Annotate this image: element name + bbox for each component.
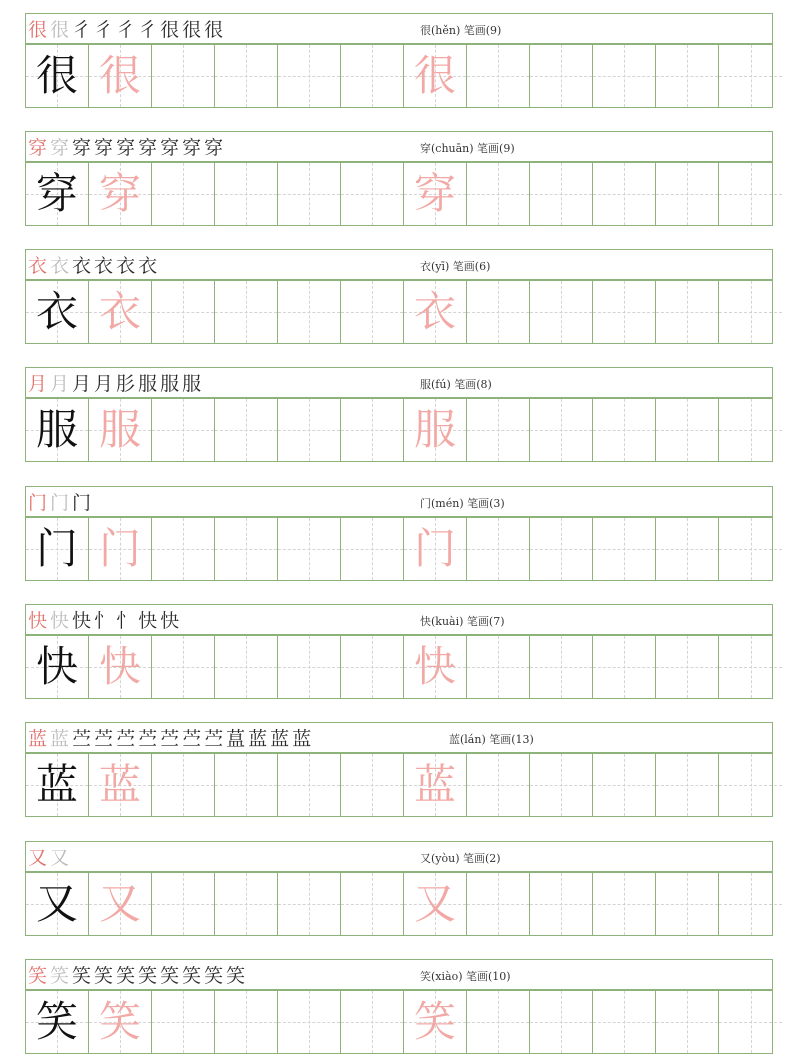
stroke-step: 穿 <box>72 137 95 159</box>
stroke-step: 笑 <box>138 965 161 987</box>
character-info: 又(yòu) 笔画(2) <box>420 852 501 865</box>
trace-character: 很 <box>98 51 141 100</box>
grid-cell[interactable] <box>26 754 89 816</box>
grid-cell[interactable] <box>719 518 782 580</box>
grid-cell[interactable] <box>656 518 719 580</box>
grid-cell[interactable] <box>89 754 152 816</box>
model-character: 又 <box>35 879 78 928</box>
grid-cell[interactable] <box>593 45 656 107</box>
grid-cell[interactable] <box>152 991 215 1053</box>
grid-cell[interactable] <box>404 281 467 343</box>
grid-cell[interactable] <box>530 754 593 816</box>
character-info: 快(kuài) 笔画(7) <box>420 615 505 628</box>
stroke-step: 穿 <box>94 137 117 159</box>
stroke-step: 又 <box>28 847 51 869</box>
grid-cell[interactable] <box>278 163 341 225</box>
trace-character: 又 <box>98 879 141 928</box>
grid-cell[interactable] <box>215 518 278 580</box>
stroke-step: 衣 <box>50 255 73 277</box>
grid-cell[interactable] <box>215 281 278 343</box>
stroke-step: 蓝 <box>270 728 293 750</box>
grid-cell[interactable] <box>341 991 404 1053</box>
grid-cell[interactable] <box>89 636 152 698</box>
stroke-step: 又 <box>50 847 73 869</box>
stroke-step: 笑 <box>116 965 139 987</box>
stroke-step: 彳 <box>94 19 117 41</box>
stroke-order-steps <box>28 842 72 871</box>
stroke-order-strip <box>25 13 773 44</box>
stroke-step: 衣 <box>116 255 139 277</box>
stroke-step: 笑 <box>28 965 51 987</box>
grid-cell[interactable] <box>341 636 404 698</box>
model-character: 很 <box>35 51 78 100</box>
grid-cell[interactable] <box>89 281 152 343</box>
grid-cell[interactable] <box>467 399 530 461</box>
character-info: 服(fú) 笔画(8) <box>420 378 492 391</box>
grid-cell[interactable] <box>404 518 467 580</box>
writing-grid <box>25 398 773 462</box>
stroke-order-steps <box>28 132 226 161</box>
stroke-step: 蒀 <box>226 728 249 750</box>
trace-character: 穿 <box>98 169 141 218</box>
stroke-order-steps <box>28 250 160 279</box>
grid-cell[interactable] <box>530 163 593 225</box>
stroke-step: 穿 <box>204 137 227 159</box>
grid-cell[interactable] <box>656 163 719 225</box>
grid-cell[interactable] <box>278 281 341 343</box>
writing-grid <box>25 517 773 581</box>
character-info: 蓝(lán) 笔画(13) <box>449 733 534 746</box>
trace-character: 衣 <box>98 287 141 336</box>
stroke-step: 月 <box>28 373 51 395</box>
grid-cell[interactable] <box>656 45 719 107</box>
trace-character: 服 <box>98 405 141 454</box>
writing-grid <box>25 753 773 817</box>
stroke-step: 蓝 <box>248 728 271 750</box>
stroke-step: 很 <box>28 19 51 41</box>
stroke-step: 肜 <box>116 373 139 395</box>
stroke-step: 月 <box>50 373 73 395</box>
grid-cell[interactable] <box>404 873 467 935</box>
stroke-order-strip <box>25 131 773 162</box>
stroke-step: 快 <box>72 610 95 632</box>
trace-character: 蓝 <box>98 760 141 809</box>
stroke-step: 苎 <box>138 728 161 750</box>
trace-character: 衣 <box>413 287 456 336</box>
trace-character: 很 <box>413 51 456 100</box>
stroke-step: 笑 <box>72 965 95 987</box>
grid-cell[interactable] <box>278 754 341 816</box>
character-row <box>25 604 773 699</box>
grid-cell[interactable] <box>278 636 341 698</box>
stroke-step: 苎 <box>160 728 183 750</box>
character-row <box>25 486 773 581</box>
stroke-step: 蓝 <box>50 728 73 750</box>
stroke-step: 苎 <box>182 728 205 750</box>
stroke-step: 很 <box>160 19 183 41</box>
stroke-step: 很 <box>182 19 205 41</box>
model-character: 笑 <box>35 997 78 1046</box>
grid-cell[interactable] <box>656 873 719 935</box>
character-row <box>25 367 773 462</box>
grid-cell[interactable] <box>467 45 530 107</box>
stroke-order-steps <box>28 368 204 397</box>
stroke-step: 月 <box>94 373 117 395</box>
grid-cell[interactable] <box>719 991 782 1053</box>
grid-cell[interactable] <box>152 873 215 935</box>
grid-cell[interactable] <box>530 873 593 935</box>
stroke-step: 忄 <box>116 610 139 632</box>
grid-cell[interactable] <box>719 754 782 816</box>
trace-character: 笑 <box>98 997 141 1046</box>
grid-cell[interactable] <box>89 399 152 461</box>
grid-cell[interactable] <box>656 991 719 1053</box>
grid-cell[interactable] <box>467 281 530 343</box>
grid-cell[interactable] <box>656 399 719 461</box>
stroke-step: 衣 <box>28 255 51 277</box>
grid-cell[interactable] <box>341 163 404 225</box>
grid-cell[interactable] <box>467 163 530 225</box>
grid-cell[interactable] <box>152 163 215 225</box>
stroke-step: 衣 <box>138 255 161 277</box>
grid-cell[interactable] <box>719 873 782 935</box>
stroke-step: 快 <box>138 610 161 632</box>
stroke-order-steps <box>28 605 182 634</box>
grid-cell[interactable] <box>152 281 215 343</box>
grid-cell[interactable] <box>593 991 656 1053</box>
grid-cell[interactable] <box>593 163 656 225</box>
character-row <box>25 841 773 936</box>
stroke-step: 笑 <box>226 965 249 987</box>
grid-cell[interactable] <box>404 399 467 461</box>
grid-cell[interactable] <box>152 754 215 816</box>
stroke-order-strip <box>25 249 773 280</box>
stroke-step: 穿 <box>50 137 73 159</box>
model-character: 蓝 <box>35 760 78 809</box>
stroke-step: 穿 <box>160 137 183 159</box>
grid-cell[interactable] <box>215 754 278 816</box>
grid-cell[interactable] <box>152 636 215 698</box>
character-row <box>25 249 773 344</box>
writing-grid <box>25 162 773 226</box>
grid-cell[interactable] <box>341 281 404 343</box>
grid-cell[interactable] <box>278 518 341 580</box>
grid-cell[interactable] <box>719 399 782 461</box>
grid-cell[interactable] <box>719 636 782 698</box>
stroke-step: 苎 <box>94 728 117 750</box>
grid-cell[interactable] <box>341 518 404 580</box>
grid-cell[interactable] <box>404 754 467 816</box>
grid-cell[interactable] <box>404 636 467 698</box>
stroke-order-steps <box>28 723 314 752</box>
stroke-step: 服 <box>138 373 161 395</box>
grid-cell[interactable] <box>152 518 215 580</box>
grid-cell[interactable] <box>341 873 404 935</box>
stroke-step: 笑 <box>94 965 117 987</box>
grid-cell[interactable] <box>152 399 215 461</box>
trace-character: 穿 <box>413 169 456 218</box>
stroke-step: 门 <box>50 492 73 514</box>
stroke-step: 穿 <box>116 137 139 159</box>
grid-cell[interactable] <box>656 281 719 343</box>
stroke-step: 笑 <box>50 965 73 987</box>
grid-cell[interactable] <box>215 45 278 107</box>
model-character: 门 <box>35 524 78 573</box>
stroke-step: 月 <box>72 373 95 395</box>
grid-cell[interactable] <box>89 518 152 580</box>
grid-cell[interactable] <box>467 991 530 1053</box>
stroke-step: 笑 <box>182 965 205 987</box>
grid-cell[interactable] <box>26 281 89 343</box>
grid-cell[interactable] <box>404 45 467 107</box>
stroke-order-strip <box>25 604 773 635</box>
grid-cell[interactable] <box>530 399 593 461</box>
grid-cell[interactable] <box>89 163 152 225</box>
grid-cell[interactable] <box>26 45 89 107</box>
grid-cell[interactable] <box>26 636 89 698</box>
grid-cell[interactable] <box>467 636 530 698</box>
stroke-order-strip <box>25 367 773 398</box>
writing-grid <box>25 872 773 936</box>
character-info: 很(hěn) 笔画(9) <box>420 24 502 37</box>
grid-cell[interactable] <box>341 45 404 107</box>
grid-cell[interactable] <box>530 281 593 343</box>
grid-cell[interactable] <box>467 518 530 580</box>
grid-cell[interactable] <box>404 991 467 1053</box>
stroke-order-steps <box>28 487 94 516</box>
grid-cell[interactable] <box>593 873 656 935</box>
stroke-step: 穿 <box>28 137 51 159</box>
stroke-step: 快 <box>28 610 51 632</box>
trace-character: 快 <box>413 642 456 691</box>
stroke-step: 彳 <box>116 19 139 41</box>
trace-character: 笑 <box>413 997 456 1046</box>
grid-cell[interactable] <box>593 281 656 343</box>
grid-cell[interactable] <box>89 991 152 1053</box>
stroke-step: 穿 <box>138 137 161 159</box>
character-row <box>25 131 773 226</box>
grid-cell[interactable] <box>593 754 656 816</box>
character-row <box>25 13 773 108</box>
trace-character: 蓝 <box>413 760 456 809</box>
stroke-step: 快 <box>160 610 183 632</box>
writing-grid <box>25 635 773 699</box>
writing-grid <box>25 280 773 344</box>
grid-cell[interactable] <box>404 163 467 225</box>
stroke-order-strip <box>25 722 773 753</box>
stroke-step: 彳 <box>72 19 95 41</box>
grid-cell[interactable] <box>341 399 404 461</box>
grid-cell[interactable] <box>530 518 593 580</box>
model-character: 服 <box>35 405 78 454</box>
grid-cell[interactable] <box>26 873 89 935</box>
grid-cell[interactable] <box>341 754 404 816</box>
stroke-step: 很 <box>50 19 73 41</box>
grid-cell[interactable] <box>215 873 278 935</box>
grid-cell[interactable] <box>26 518 89 580</box>
stroke-order-strip <box>25 841 773 872</box>
grid-cell[interactable] <box>530 991 593 1053</box>
stroke-order-strip <box>25 486 773 517</box>
trace-character: 门 <box>413 524 456 573</box>
grid-cell[interactable] <box>278 45 341 107</box>
stroke-step: 门 <box>28 492 51 514</box>
stroke-step: 彳 <box>138 19 161 41</box>
grid-cell[interactable] <box>656 754 719 816</box>
grid-cell[interactable] <box>26 399 89 461</box>
grid-cell[interactable] <box>530 45 593 107</box>
character-info: 门(mén) 笔画(3) <box>420 497 505 510</box>
character-info: 笑(xiào) 笔画(10) <box>420 970 511 983</box>
character-info: 衣(yī) 笔画(6) <box>420 260 491 273</box>
stroke-step: 苎 <box>72 728 95 750</box>
grid-cell[interactable] <box>719 281 782 343</box>
grid-cell[interactable] <box>278 873 341 935</box>
stroke-step: 服 <box>182 373 205 395</box>
grid-cell[interactable] <box>89 873 152 935</box>
writing-grid <box>25 990 773 1054</box>
stroke-step: 衣 <box>72 255 95 277</box>
stroke-step: 很 <box>204 19 227 41</box>
grid-cell[interactable] <box>215 636 278 698</box>
grid-cell[interactable] <box>26 991 89 1053</box>
grid-cell[interactable] <box>530 636 593 698</box>
stroke-order-steps <box>28 960 248 989</box>
grid-cell[interactable] <box>152 45 215 107</box>
trace-character: 服 <box>413 405 456 454</box>
grid-cell[interactable] <box>656 636 719 698</box>
grid-cell[interactable] <box>215 163 278 225</box>
stroke-order-steps <box>28 14 226 43</box>
stroke-step: 门 <box>72 492 95 514</box>
grid-cell[interactable] <box>719 45 782 107</box>
grid-cell[interactable] <box>593 518 656 580</box>
stroke-order-strip <box>25 959 773 990</box>
stroke-step: 快 <box>50 610 73 632</box>
character-row <box>25 722 773 817</box>
trace-character: 门 <box>98 524 141 573</box>
trace-character: 又 <box>413 879 456 928</box>
stroke-step: 蓝 <box>28 728 51 750</box>
trace-character: 快 <box>98 642 141 691</box>
stroke-step: 衣 <box>94 255 117 277</box>
stroke-step: 笑 <box>160 965 183 987</box>
writing-grid <box>25 44 773 108</box>
stroke-step: 苎 <box>116 728 139 750</box>
stroke-step: 忄 <box>94 610 117 632</box>
grid-cell[interactable] <box>467 873 530 935</box>
grid-cell[interactable] <box>719 163 782 225</box>
stroke-step: 蓝 <box>292 728 315 750</box>
grid-cell[interactable] <box>215 399 278 461</box>
model-character: 衣 <box>35 287 78 336</box>
grid-cell[interactable] <box>215 991 278 1053</box>
grid-cell[interactable] <box>278 991 341 1053</box>
stroke-step: 穿 <box>182 137 205 159</box>
grid-cell[interactable] <box>278 399 341 461</box>
model-character: 快 <box>35 642 78 691</box>
stroke-step: 苎 <box>204 728 227 750</box>
model-character: 穿 <box>35 169 78 218</box>
stroke-step: 服 <box>160 373 183 395</box>
grid-cell[interactable] <box>467 754 530 816</box>
grid-cell[interactable] <box>593 636 656 698</box>
character-info: 穿(chuān) 笔画(9) <box>420 142 515 155</box>
grid-cell[interactable] <box>89 45 152 107</box>
grid-cell[interactable] <box>26 163 89 225</box>
stroke-step: 笑 <box>204 965 227 987</box>
grid-cell[interactable] <box>593 399 656 461</box>
character-row <box>25 959 773 1054</box>
